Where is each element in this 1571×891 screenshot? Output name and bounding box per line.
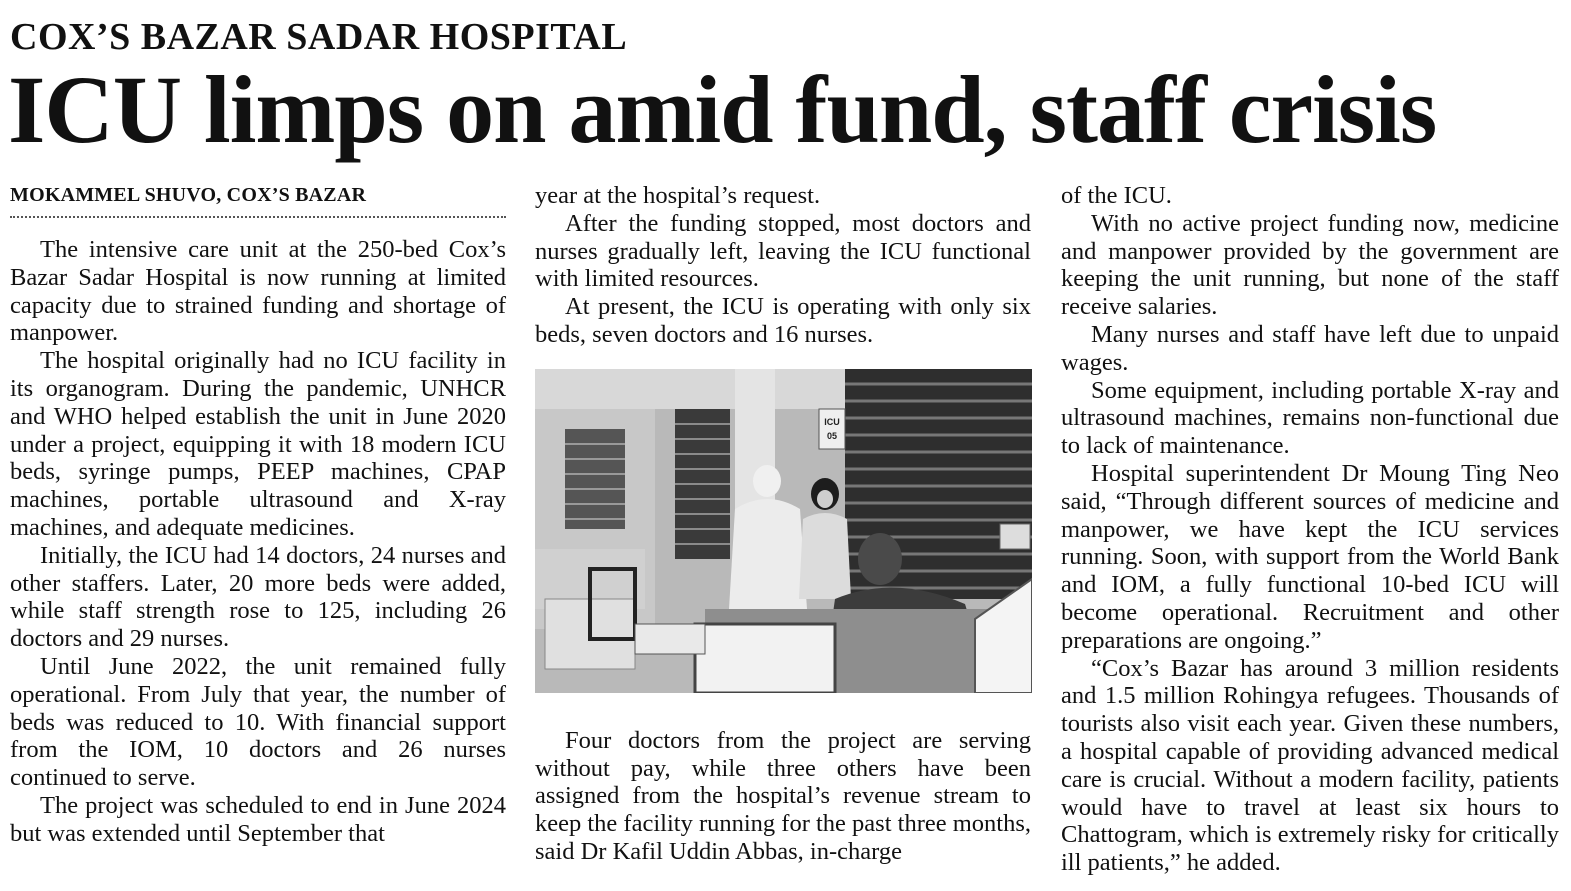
paragraph: Initially, the ICU had 14 doctors, 24 nurses and other staffers. Later, 20 more beds were added, while staff strength rose to 125, including 26 doctors and 29 nurses. (10, 541, 506, 653)
paragraph: Until June 2022, the unit remained fully operational. From July that year, the number of beds was reduced to 10. With financial support from the IOM, 10 doctors and 26 nurses continued to serve. (10, 652, 506, 792)
icu-sign-number: 05 (826, 430, 838, 441)
byline: MOKAMMEL SHUVO, COX’S BAZAR (10, 182, 506, 218)
paragraph: With no active project funding now, medicine and manpower provided by the government are keeping the unit running, but none of the staff receive salaries. (1061, 209, 1559, 321)
column-2 (535, 182, 1031, 866)
icu-photo-illustration (535, 369, 1032, 693)
paragraph: Four doctors from the project are serving without pay, while three others have been assigned from the hospital’s revenue stream to keep the facility running for the past three months, said Dr Kafil Uddin Abbas, in-charge (535, 726, 1031, 865)
column-1 (10, 182, 506, 848)
paragraph: Many nurses and staff have left due to unpaid wages. (1061, 320, 1559, 376)
kicker: COX’S BAZAR SADAR HOSPITAL (10, 16, 628, 58)
paragraph: The intensive care unit at the 250-bed Cox’s Bazar Sadar Hospital is now running at limited capacity due to strained funding and shortage of manpower. (10, 236, 506, 347)
paragraph: Hospital superintendent Dr Moung Ting Neo said, “Through different sources of medicine and manpower, we have kept the ICU services running. Soon, with support from the World Bank and IOM, a fully functional 10-bed ICU will become operational. Recruitment and other preparations are ongoing.” (1061, 459, 1559, 654)
paragraph-continued: of the ICU. (1061, 182, 1172, 209)
column-3 (1061, 182, 1559, 877)
paragraph-continued: year at the hospital’s request. (535, 182, 821, 209)
paragraph: After the funding stopped, most doctors and nurses gradually left, leaving the ICU functional with limited resources. (535, 209, 1031, 293)
icu-sign-text: ICU (824, 416, 840, 427)
paragraph: At present, the ICU is operating with only six beds, seven doctors and 16 nurses. (535, 293, 1031, 348)
paragraph: Some equipment, including portable X-ray and ultrasound machines, remains non-functional due to lack of maintenance. (1061, 376, 1559, 460)
paragraph: The project was scheduled to end in June 2024 but was extended until September that (10, 791, 506, 847)
paragraph: “Cox’s Bazar has around 3 million residents and 1.5 million Rohingya refugees. Thousands of tourists also visit each year. Given these numbers, a hospital capable of providing advanced medical care is crucial. Without a modern facility, patients would have to travel at least six hours to Chattogram, which is extremely risky for critically ill patients,” he added. (1061, 654, 1559, 877)
paragraph: The hospital originally had no ICU facility in its organogram. During the pandemic, UNHCR and WHO helped establish the unit in June 2020 under a project, equipping it with 18 modern ICU beds, syringe pumps, PEEP machines, CPAP machines, portable ultrasound and X-ray machines, and adequate medicines. (10, 347, 506, 541)
icu-photo (535, 369, 1032, 693)
headline: ICU limps on amid fund, staff crisis (8, 56, 1437, 163)
